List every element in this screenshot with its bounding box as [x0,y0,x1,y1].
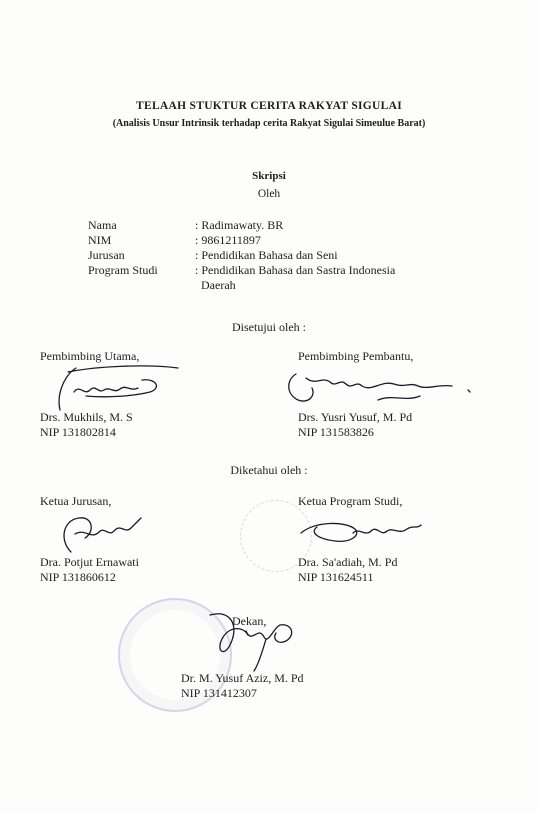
document-type: Skripsi [252,170,286,182]
name-value: : Radimawaty. BR [195,218,284,232]
program-head-role: Ketua Program Studi, [298,494,403,508]
dept-head-name: Dra. Potjut Ernawati [40,555,139,569]
advisor-main-role: Pembimbing Utama, [40,349,140,363]
program-value-continued: Daerah [201,278,236,292]
department-value: : Pendidikan Bahasa dan Seni [195,248,338,262]
advisor-main-nip: NIP 131802814 [40,425,116,439]
department-label: Jurusan [88,248,125,262]
program-head-signature [295,515,425,551]
dean-role: Dekan, [232,614,267,628]
dept-head-nip: NIP 131860612 [40,570,116,584]
approved-by-label: Disetujui oleh : [232,320,306,334]
known-by-label: Diketahui oleh : [230,463,308,477]
dean-signature [200,605,300,675]
nim-value: : 9861211897 [195,233,261,247]
document-title: TELAAH STUKTUR CERITA RAKYAT SIGULAI [136,100,402,112]
by-label: Oleh [257,188,281,200]
name-label: Nama [88,218,117,232]
program-label: Program Studi [88,263,158,277]
advisor-assistant-signature [282,366,472,416]
dean-nip: NIP 131412307 [181,686,257,700]
advisor-main-name: Drs. Mukhils, M. S [40,410,133,424]
advisor-main-signature [38,362,188,412]
nim-label: NIM [88,233,112,247]
document-subtitle: (Analisis Unsur Intrinsik terhadap cerita Rakyat Sigulai Simeulue Barat) [112,118,426,129]
dean-name: Dr. M. Yusuf Aziz, M. Pd [181,671,304,685]
advisor-assistant-role: Pembimbing Pembantu, [298,349,414,363]
program-head-name: Dra. Sa'adiah, M. Pd [298,555,398,569]
advisor-assistant-nip: NIP 131583826 [298,425,374,439]
program-head-nip: NIP 131624511 [298,570,374,584]
program-value: : Pendidikan Bahasa dan Sastra Indonesia [195,263,396,277]
dept-head-signature [55,510,145,556]
advisor-assistant-name: Drs. Yusri Yusuf, M. Pd [298,410,413,424]
dept-head-role: Ketua Jurusan, [40,494,112,508]
